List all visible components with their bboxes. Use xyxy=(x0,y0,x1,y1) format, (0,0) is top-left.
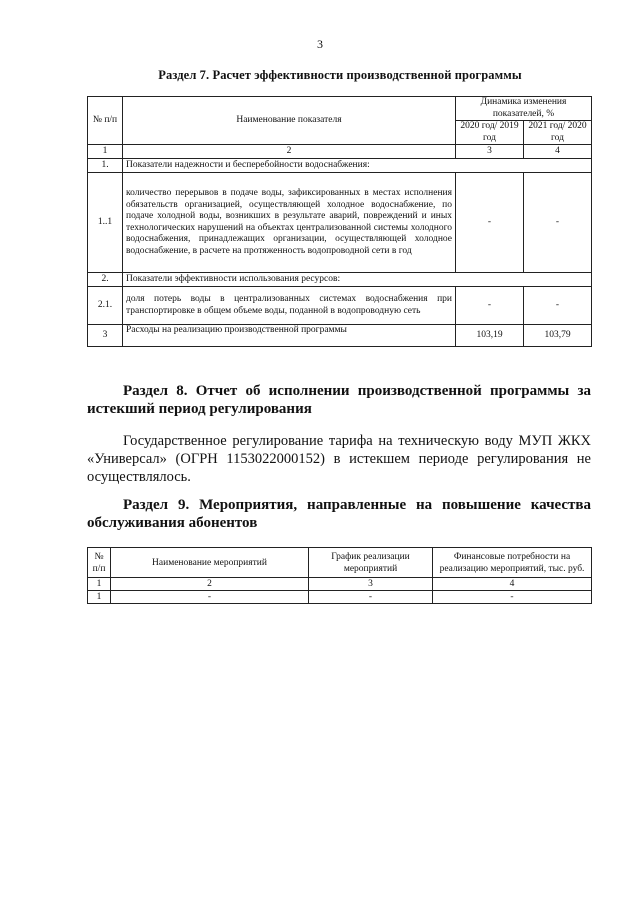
row-indicator-name: Расходы на реализацию производственной программы xyxy=(123,325,456,347)
efficiency-table xyxy=(87,96,592,347)
row-value-2021: 103,79 xyxy=(524,325,592,347)
section-8-text: Государственное регулирование тарифа на техническую воду МУП ЖКХ «Универсал» (ОГРН 1153022000152) в истекшем периоде регулирования не осуществлялось. xyxy=(87,433,591,485)
table-row xyxy=(88,591,592,604)
index-cell: 3 xyxy=(309,578,433,591)
row-number: 2. xyxy=(88,273,123,287)
row-number: 1 xyxy=(88,591,111,604)
index-cell: 4 xyxy=(433,578,592,591)
col-header-2020-2019: 2020 год/ 2019 год xyxy=(456,121,524,145)
index-cell: 4 xyxy=(524,145,592,159)
table-row xyxy=(88,273,592,287)
col-header-schedule: График реализации мероприятий xyxy=(309,548,433,578)
table-row xyxy=(88,287,592,325)
row-finance: - xyxy=(433,591,592,604)
table-row xyxy=(88,325,592,347)
row-value-2020: - xyxy=(456,173,524,273)
table-index-row xyxy=(88,578,592,591)
row-number: 2.1. xyxy=(88,287,123,325)
index-cell: 1 xyxy=(88,578,111,591)
row-value-2021: - xyxy=(524,287,592,325)
row-value-2021: - xyxy=(524,173,592,273)
table-index-row xyxy=(88,145,592,159)
index-cell: 2 xyxy=(111,578,309,591)
section-7-title: Раздел 7. Расчет эффективности производственной программы xyxy=(158,68,522,82)
col-header-2021-2020: 2021 год/ 2020 год xyxy=(524,121,592,145)
section-9-title-text: Раздел 9. Мероприятия, направленные на повышение качества обслуживания абонентов xyxy=(87,497,591,531)
row-indicator-name: доля потерь воды в централизованных системах водоснабжения при транспортировке в общем объеме воды, поданной в водопроводную сеть xyxy=(123,287,456,325)
table-row xyxy=(88,173,592,273)
section-9-title xyxy=(87,496,591,532)
row-indicator-name: Показатели надежности и бесперебойности водоснабжения: xyxy=(123,159,592,173)
col-header-indicator-name: Наименование показателя xyxy=(123,97,456,145)
row-number: 3 xyxy=(88,325,123,347)
section-8-title xyxy=(87,382,591,418)
row-value-2020: - xyxy=(456,287,524,325)
page-number: 3 xyxy=(317,37,323,51)
table-row xyxy=(88,159,592,173)
col-header-measure-name: Наименование мероприятий xyxy=(111,548,309,578)
col-header-finance: Финансовые потребности на реализацию мероприятий, тыс. руб. xyxy=(433,548,592,578)
col-header-dynamics: Динамика изменения показателей, % xyxy=(456,97,592,121)
measures-table xyxy=(87,547,592,604)
row-indicator-name: Показатели эффективности использования ресурсов: xyxy=(123,273,592,287)
col-header-number: № п/п xyxy=(88,548,111,578)
col-header-number: № п/п xyxy=(88,97,123,145)
index-cell: 2 xyxy=(123,145,456,159)
index-cell: 1 xyxy=(88,145,123,159)
index-cell: 3 xyxy=(456,145,524,159)
row-number: 1. xyxy=(88,159,123,173)
section-8-title-text: Раздел 8. Отчет об исполнении производственной программы за истекший период регулирования xyxy=(87,383,591,417)
row-measure-name: - xyxy=(111,591,309,604)
row-indicator-name: количество перерывов в подаче воды, зафиксированных в местах исполнения обязательств организацией, осуществляющей холодное водоснабжение, по подаче холодной воды, возникших в результате аварий, повреждений и иных технологических нарушений на объектах централизованной системы холодного водоснабжения, принадлежащих организации, осуществляющей холодное водоснабжение, в расчете на протяженность водопроводной сети в год xyxy=(123,173,456,273)
row-number: 1..1 xyxy=(88,173,123,273)
row-value-2020: 103,19 xyxy=(456,325,524,347)
row-schedule: - xyxy=(309,591,433,604)
